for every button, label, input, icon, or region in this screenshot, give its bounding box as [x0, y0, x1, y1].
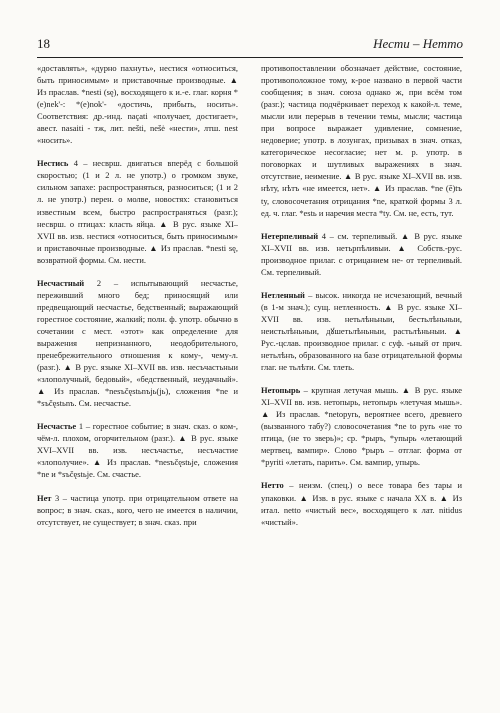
entry-text: – неизм. (спец.) о весе товара без тары и упаковки. ▲ Изв. в рус. языке с начала XX в. ▲ Из итал. netto «чистый вес», восходящего к лат. nitidus «чистый».: [261, 480, 462, 527]
entry-headword: Нетленный: [261, 289, 305, 300]
entry-text: – крупная летучая мышь. ▲ В рус. языке XI–XVII вв. изв. нетопырь, нетопырь «летучая мышь». ▲ Из праслав. *netopyrь, вероятнее всего, древнего (вызванного табу?) словосочетания *ne to pyrь «не то птица, (не то зверь)»; ср. *рыръ, *упырь «летающий мертвец, вампир». Слово *рыръ – отглаг. форма от *pyriti «летать, парить». См. вампир, упырь.: [261, 385, 462, 468]
entry-headword: Нетопырь: [261, 385, 301, 396]
entry-headword: Несчастный: [37, 277, 85, 288]
dictionary-entry: [261, 62, 462, 219]
dictionary-entry: [37, 492, 238, 528]
entry-text: 3 – частица употр. при отрицательном ответе на вопрос; в знач. сказ., кого, чего не имеется в наличии, отсутствует, не существует; в знач. сказ. при: [37, 492, 238, 527]
header-rule: [37, 57, 463, 58]
entry-text: – высок. никогда не исчезающий, вечный (в 1-м знач.); сущ. нетленность. ▲ В рус. языке XI–XVII вв. изв. нетьлѣньныи, бестьлѣньныи, неистьлѣньныи, дꙋшетьлѣньныи, растьлѣньныи. ▲ Рус.-цслав. производное прилаг. с суф. -ьный от прич. нетьлѣнъ, образованного на базе отрицательной формы глаг. не тьлѣти. См. тлеть.: [261, 289, 462, 373]
entry-text: 4 – несврш. двигаться вперёд с большой скоростью; (1 и 2 л. не употр.) о громком звуке, сильном запахе: распространяться, разноситься; (1 и 2 л. не употр.) перен. о молве, новостях: становиться известным всем, быстро распространяться (разг.); несврш. о птицах: класть яйца. ▲ В рус. языке XI–XVII вв. изв. нестися «относиться, быть приносимым» и приставочные производные. ▲ Из праслав. *nesti sę, возвратной формы. См. нести.: [37, 158, 238, 265]
dictionary-entry: [261, 384, 462, 468]
entry-headword: Несчастье: [37, 421, 77, 432]
entry-text: 2 – испытывающий несчастье, переживший много бед; приносящий или предвещающий несчастье, бедственный; выражающий горестное состояние, жалкий; полн. ф. употр. обычно в сочетании с мест. «этот» как определение для выражения непризнанного, неодобрительного, пренебрежительного отношения к кому-, чему-л. (разг.). ▲ В рус. языке XI–XVII вв. изв. несъчастьныи «злополучный, бедовый», «бедственный, неудачный». ▲ Из праслав. *nesъčęstьnъjь(jь), сложения *ne и *sъčęstьnъ. См. несчастье.: [37, 277, 238, 409]
dictionary-entry: [261, 230, 462, 278]
entry-headword: Нетерпеливый: [261, 230, 319, 241]
page-number: 18: [37, 36, 50, 51]
left-column: [37, 62, 238, 702]
entry-text: 1 – горестное событие; в знач. сказ. о ком-, чём-л. плохом, огорчительном (разг.). ▲ В рус. языке XVI–XVII вв. изв. несъчастье, несъчастие «злополучие». ▲ Из праслав. *nesъčęstьje, сложения *ne и *sъčęstьje. См. счастье.: [37, 421, 238, 480]
right-column: [261, 62, 462, 702]
entry-text: «доставлять», «дурно пахнуть», нестися «относиться, быть приносимым» и приставочные производные. ▲ Из праслав. *nesti (sę), восходящего к и.-е. глаг. корня *(e)nek'-: *(e)nok'- «достичь, прибыть, носить». Соответствия: др.-инд. naçati «получает, достигает», авест. nasaiti - тж, лит. nešti, nešė «нести», лтш. nest «носить».: [37, 63, 238, 146]
dictionary-entry: [37, 277, 238, 410]
dictionary-entry: [37, 420, 238, 480]
dictionary-entry: [37, 157, 238, 265]
entry-headword: Нестись: [37, 158, 69, 169]
dictionary-entry: [261, 479, 462, 527]
dictionary-entry: [261, 289, 462, 373]
entry-text: 4 – см. терпеливый. ▲ В рус. языке XI–XVII вв. изв. нетьрпѣливыи. ▲ Собств.-рус. производное прилаг. с отрицанием не- от терпеливый. См. терпеливый.: [261, 230, 462, 277]
dictionary-entry: [37, 62, 238, 146]
page-header: [37, 36, 463, 52]
entry-text: противопоставлении обозначает действие, состояние, противоположное тому, к-рое названо в первой части сообщения; в знач. союза однако ж, при всём том (разг.); частица подчёркивает переход к какой-л. теме, мысли или перерыв в течении темы, мысли; частица при вопросе выражает удивление, сомнение, недоверие; употр. в лозунгах, призывах в знач. отказ, категорическое несогласие; нет м. р. употр. в поговорках и шутливых выражениях в знач. отсутствие, неимение. ▲ В рус. языке XI–XVII вв. изв. нѣту, нѣтъ «не имеется, нет». ▲ Из праслав. *ne (ĕ)tъ ty, словосочетания отрицания *ne, краткой формы 3 л. ед. ч. глаг. *estь и наречия места *ty. См. не, есть, тут.: [261, 63, 462, 218]
running-title: Нести – Нетто: [373, 36, 463, 51]
entry-headword: Нет: [37, 492, 52, 503]
entry-headword: Нетто: [261, 480, 284, 491]
